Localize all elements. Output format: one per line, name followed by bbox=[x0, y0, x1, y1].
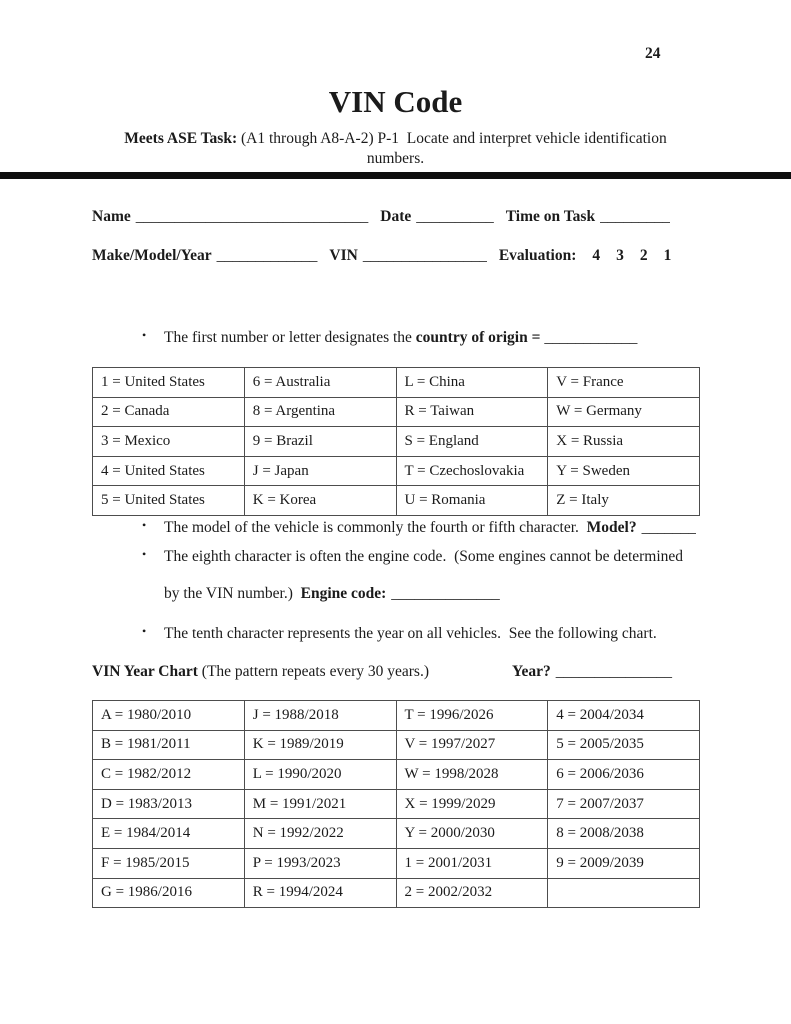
table-cell: Y = 2000/2030 bbox=[396, 819, 548, 849]
evaluation-scores bbox=[576, 247, 671, 264]
make-model-year-field bbox=[92, 247, 317, 265]
year-field bbox=[512, 663, 672, 681]
table-cell: 2 = 2002/2032 bbox=[396, 878, 548, 908]
table-cell: 8 = 2008/2038 bbox=[548, 819, 700, 849]
origin-bold-text: country of origin bbox=[415, 329, 528, 346]
table-cell: G = 1986/2016 bbox=[93, 878, 245, 908]
table-cell: W = 1998/2028 bbox=[396, 760, 548, 790]
table-cell: 9 = 2009/2039 bbox=[548, 848, 700, 878]
name-date-time-row bbox=[92, 208, 670, 226]
time-on-task-blank: _________ bbox=[600, 208, 670, 225]
table-cell: J = Japan bbox=[244, 456, 396, 486]
name-label: Name bbox=[92, 208, 131, 225]
time-on-task-label: Time on Task bbox=[505, 208, 596, 225]
table-cell: 4 = United States bbox=[93, 456, 245, 486]
table-cell: K = 1989/2019 bbox=[244, 730, 396, 760]
table-cell: R = 1994/2024 bbox=[244, 878, 396, 908]
table-cell: 2 = Canada bbox=[93, 397, 245, 427]
date-label: Date bbox=[380, 208, 412, 225]
table-row bbox=[93, 819, 700, 849]
vin-blank: ________________ bbox=[362, 247, 487, 264]
tenth-character-text: The tenth character represents the year on all vehicles. See the following chart. bbox=[164, 625, 657, 642]
bullet-item-country-origin bbox=[142, 328, 637, 347]
evaluation-score: 1 bbox=[663, 247, 672, 264]
table-cell: 5 = 2005/2035 bbox=[548, 730, 700, 760]
table-cell: R = Taiwan bbox=[396, 397, 548, 427]
engine-code-blank: ______________ bbox=[391, 585, 500, 602]
table-cell: 1 = 2001/2031 bbox=[396, 848, 548, 878]
ase-task-subtitle bbox=[0, 129, 791, 169]
table-row bbox=[93, 730, 700, 760]
evaluation-score: 3 bbox=[616, 247, 624, 264]
origin-text: The first number or letter designates the bbox=[164, 329, 416, 346]
table-row bbox=[93, 397, 700, 427]
table-cell: 9 = Brazil bbox=[244, 427, 396, 457]
bullet-icon bbox=[142, 547, 153, 562]
table-cell: V = France bbox=[548, 368, 700, 398]
time-on-task-field bbox=[506, 208, 670, 226]
table-cell: 6 = Australia bbox=[244, 368, 396, 398]
evaluation-score: 2 bbox=[639, 247, 648, 264]
bullet-item-model bbox=[142, 518, 696, 537]
engine-text-line2: by the VIN number.) bbox=[164, 585, 301, 602]
table-row bbox=[93, 701, 700, 731]
name-blank: ______________________________ bbox=[135, 208, 369, 225]
table-cell: A = 1980/2010 bbox=[93, 701, 245, 731]
year-label: Year? bbox=[512, 663, 551, 680]
table-cell: Y = Sweden bbox=[548, 456, 700, 486]
engine-code-continuation bbox=[164, 585, 500, 603]
table-cell: P = 1993/2023 bbox=[244, 848, 396, 878]
bullet-icon bbox=[142, 518, 153, 533]
bullet-icon bbox=[142, 624, 153, 639]
vin-year-chart-note: (The pattern repeats every 30 years.) bbox=[197, 663, 429, 680]
table-cell: M = 1991/2021 bbox=[244, 789, 396, 819]
origin-equals: = bbox=[527, 329, 545, 346]
table-cell: L = China bbox=[396, 368, 548, 398]
bullet-item-engine-code bbox=[142, 547, 683, 566]
table-row bbox=[93, 486, 700, 516]
table-cell: S = England bbox=[396, 427, 548, 457]
table-row bbox=[93, 878, 700, 908]
table-cell: 8 = Argentina bbox=[244, 397, 396, 427]
table-cell: C = 1982/2012 bbox=[93, 760, 245, 790]
make-model-year-blank: _____________ bbox=[216, 247, 318, 264]
bullet-icon bbox=[142, 328, 153, 343]
engine-code-label: Engine code: bbox=[300, 585, 387, 602]
table-cell: W = Germany bbox=[548, 397, 700, 427]
make-vin-eval-row bbox=[92, 247, 671, 265]
name-field bbox=[92, 208, 368, 226]
table-cell: 5 = United States bbox=[93, 486, 245, 516]
table-cell: J = 1988/2018 bbox=[244, 701, 396, 731]
year-blank: _______________ bbox=[555, 663, 672, 680]
origin-blank: ____________ bbox=[544, 329, 638, 346]
page-title: VIN Code bbox=[328, 84, 463, 119]
table-row bbox=[93, 456, 700, 486]
divider-rule bbox=[0, 172, 791, 179]
engine-text-line1: The eighth character is often the engine code. (Some engines cannot be determined bbox=[164, 548, 684, 565]
table-cell: 4 = 2004/2034 bbox=[548, 701, 700, 731]
evaluation-label: Evaluation: bbox=[498, 247, 577, 264]
table-row bbox=[93, 427, 700, 457]
table-cell: N = 1992/2022 bbox=[244, 819, 396, 849]
table-cell: B = 1981/2011 bbox=[93, 730, 245, 760]
table-cell: 7 = 2007/2037 bbox=[548, 789, 700, 819]
table-cell: E = 1984/2014 bbox=[93, 819, 245, 849]
table-cell: 6 = 2006/2036 bbox=[548, 760, 700, 790]
date-blank: __________ bbox=[416, 208, 494, 225]
table-cell: 3 = Mexico bbox=[93, 427, 245, 457]
country-of-origin-table bbox=[92, 367, 700, 516]
ase-task-text-line1: (A1 through A8-A-2) P-1 Locate and interpret vehicle identification bbox=[237, 130, 667, 147]
table-cell: K = Korea bbox=[244, 486, 396, 516]
ase-task-label: Meets ASE Task: bbox=[124, 130, 238, 147]
table-cell: Z = Italy bbox=[548, 486, 700, 516]
evaluation-score: 4 bbox=[592, 247, 601, 264]
table-cell: T = 1996/2026 bbox=[396, 701, 548, 731]
date-field bbox=[380, 208, 494, 226]
table-cell: U = Romania bbox=[396, 486, 548, 516]
table-cell: V = 1997/2027 bbox=[396, 730, 548, 760]
table-cell: 1 = United States bbox=[93, 368, 245, 398]
table-row bbox=[93, 848, 700, 878]
model-text: The model of the vehicle is commonly the fourth or fifth character. bbox=[164, 519, 587, 536]
vin-year-table bbox=[92, 700, 700, 908]
table-cell: D = 1983/2013 bbox=[93, 789, 245, 819]
table-cell: T = Czechoslovakia bbox=[396, 456, 548, 486]
model-blank: _______ bbox=[641, 519, 696, 536]
vin-year-chart-label: VIN Year Chart bbox=[92, 663, 198, 680]
page-number: 24 bbox=[645, 45, 661, 62]
table-row bbox=[93, 760, 700, 790]
vin-year-chart-heading bbox=[92, 663, 429, 681]
model-bold-label: Model? bbox=[586, 519, 637, 536]
table-cell bbox=[548, 878, 700, 908]
vin-label: VIN bbox=[329, 247, 358, 264]
table-cell: L = 1990/2020 bbox=[244, 760, 396, 790]
table-cell: X = Russia bbox=[548, 427, 700, 457]
table-cell: X = 1999/2029 bbox=[396, 789, 548, 819]
table-cell: F = 1985/2015 bbox=[93, 848, 245, 878]
ase-task-text-line2: numbers. bbox=[366, 150, 425, 167]
vin-field bbox=[329, 247, 486, 265]
table-row bbox=[93, 368, 700, 398]
evaluation-field bbox=[499, 247, 672, 265]
table-row bbox=[93, 789, 700, 819]
make-model-year-label: Make/Model/Year bbox=[92, 247, 212, 264]
bullet-item-tenth-character bbox=[142, 624, 657, 643]
